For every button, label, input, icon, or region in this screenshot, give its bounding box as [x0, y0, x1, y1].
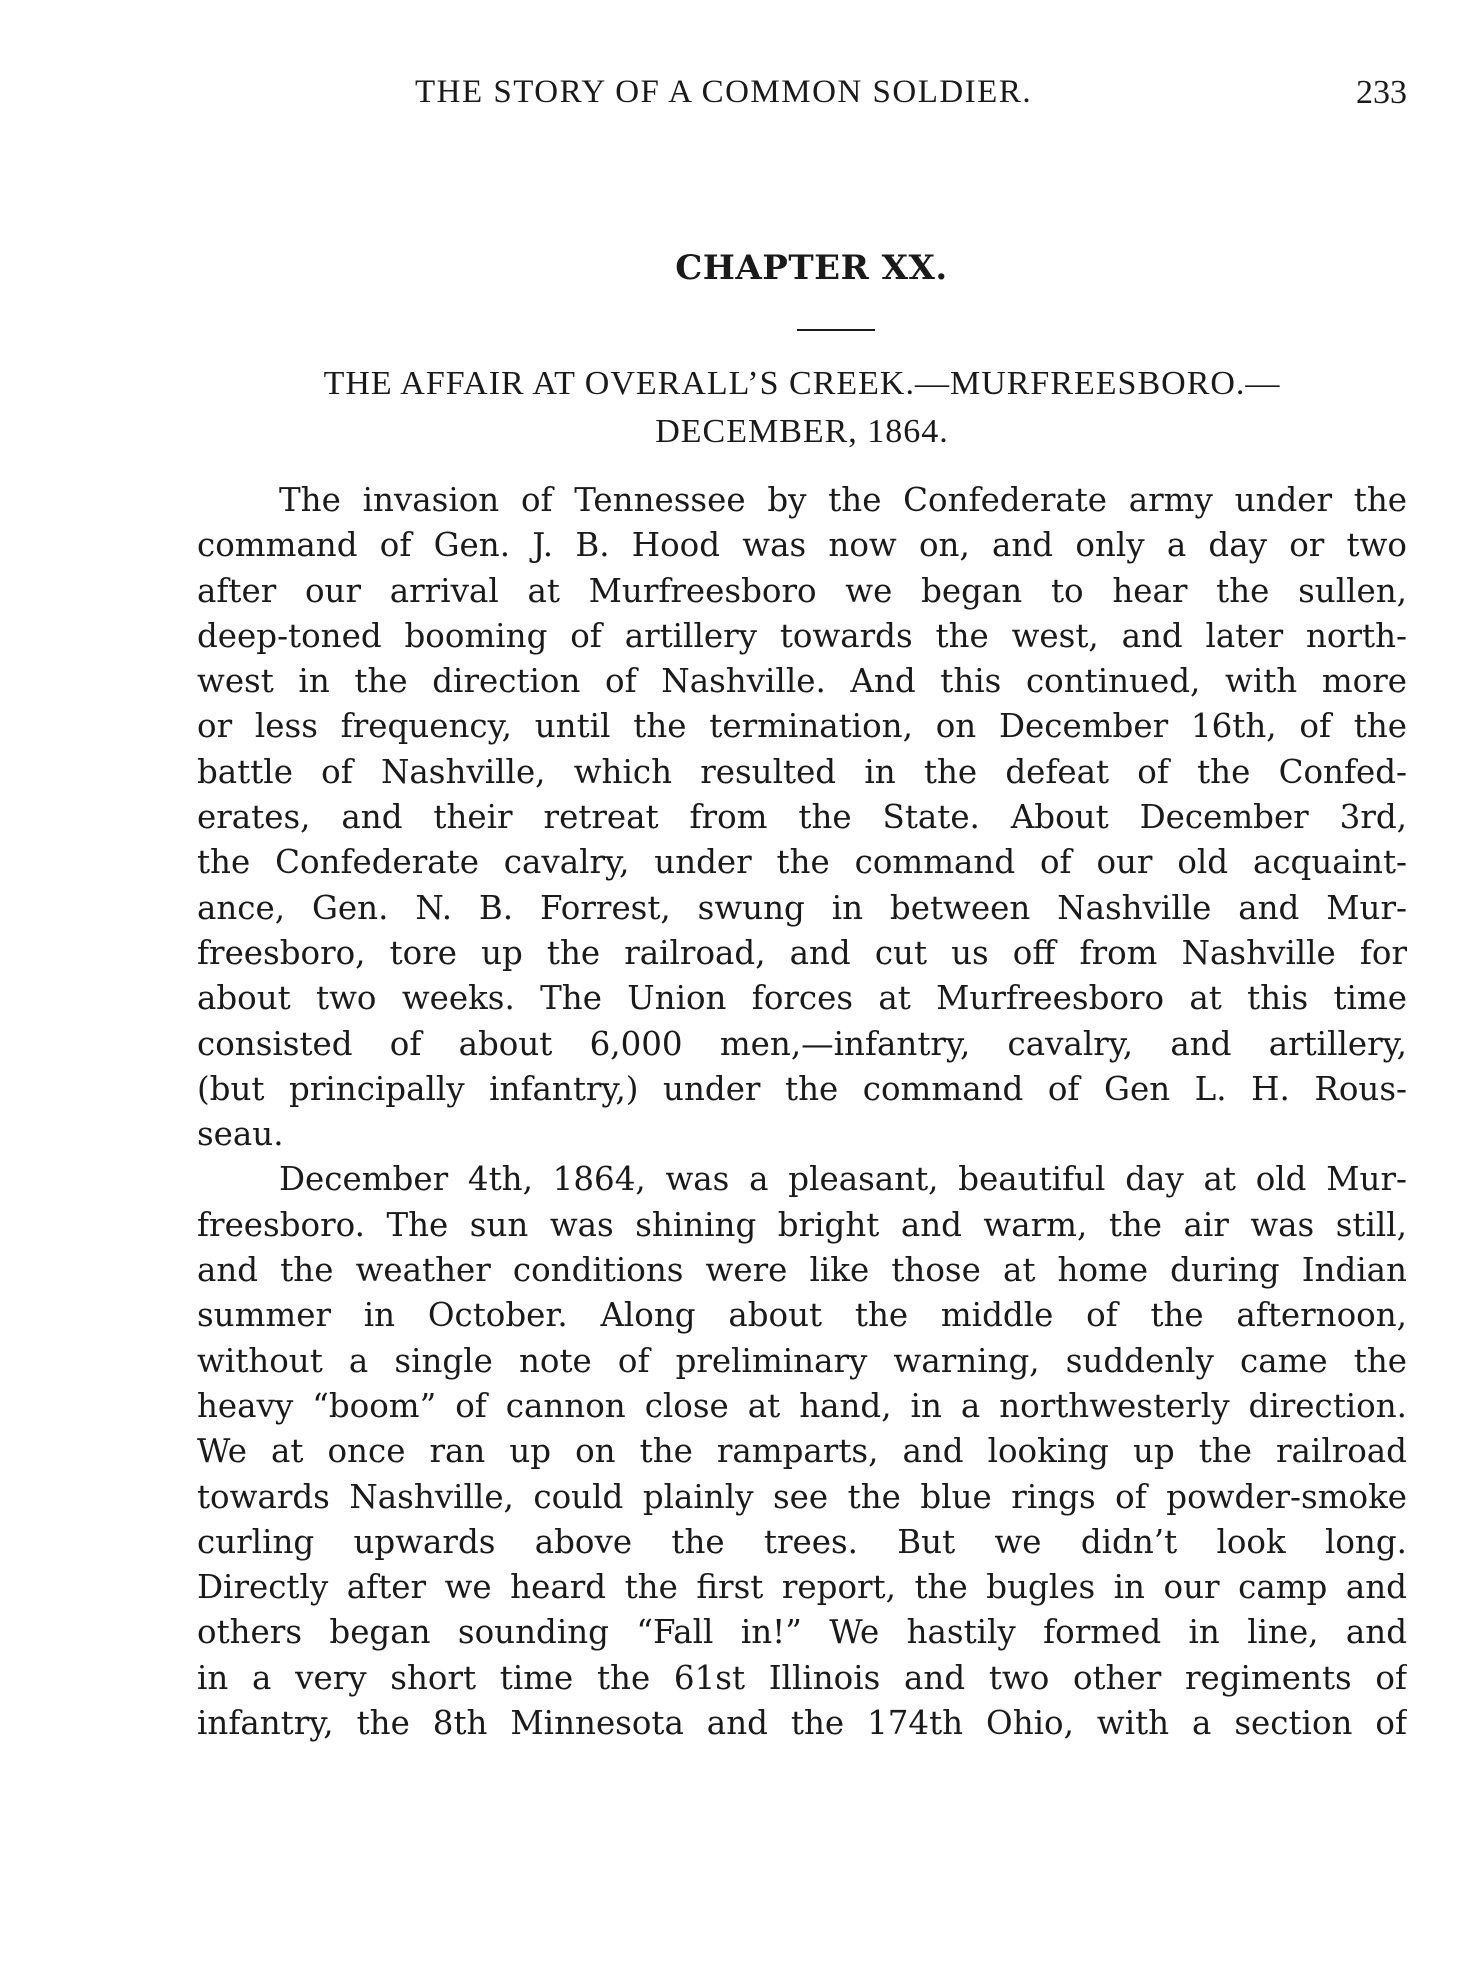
- text-line: without a single note of preliminary warning, suddenly came the: [197, 1341, 1407, 1380]
- text-line: command of Gen. J. B. Hood was now on, and only a day or two: [197, 526, 1407, 565]
- text-line: heavy “boom” of cannon close at hand, in a northwesterly direction.: [197, 1386, 1407, 1425]
- text-line: in a very short time the 61st Illinois and two other regiments of: [197, 1658, 1407, 1697]
- text-line: freesboro. The sun was shining bright and warm, the air was still,: [197, 1205, 1407, 1244]
- text-line: and the weather conditions were like those at home during Indian: [197, 1251, 1407, 1290]
- text-line: after our arrival at Murfreesboro we began to hear the sullen,: [197, 571, 1407, 610]
- text-line: consisted of about 6,000 men,—infantry, cavalry, and artillery,: [197, 1024, 1407, 1063]
- text-line: infantry, the 8th Minnesota and the 174th Ohio, with a section of: [197, 1704, 1407, 1743]
- page-number: 233: [1356, 74, 1407, 111]
- running-head: [197, 74, 1407, 124]
- text-line: curling upwards above the trees. But we didn’t look long.: [197, 1522, 1407, 1561]
- text-line: deep-toned booming of artillery towards the west, and later north-: [197, 616, 1407, 655]
- text-line: towards Nashville, could plainly see the blue rings of powder-smoke: [197, 1477, 1407, 1516]
- text-line: The invasion of Tennessee by the Confederate army under the: [279, 481, 1407, 519]
- text-line: the Confederate cavalry, under the command of our old acquaint-: [197, 843, 1407, 882]
- text-line: battle of Nashville, which resulted in the defeat of the Confed-: [197, 752, 1407, 791]
- text-line: others began sounding “Fall in!” We hastily formed in line, and: [197, 1613, 1407, 1652]
- body-text: [197, 478, 1407, 1746]
- text-line: erates, and their retreat from the State. About December 3rd,: [197, 798, 1407, 837]
- text-line: We at once ran up on the ramparts, and looking up the railroad: [197, 1432, 1407, 1471]
- text-line: ance, Gen. N. B. Forrest, swung in between Nashville and Mur-: [197, 888, 1407, 927]
- chapter-divider: [797, 329, 875, 331]
- text-line: Directly after we heard the first report, the bugles in our camp and: [197, 1568, 1407, 1607]
- chapter-subtitle-line: DECEMBER, 1864.: [655, 413, 949, 450]
- text-line: about two weeks. The Union forces at Murfreesboro at this time: [197, 979, 1407, 1018]
- text-line: freesboro, tore up the railroad, and cut us off from Nashville for: [197, 933, 1407, 972]
- running-title: THE STORY OF A COMMON SOLDIER.: [415, 74, 1033, 110]
- chapter-title: CHAPTER XX.: [675, 248, 948, 288]
- chapter-subtitle: [197, 360, 1407, 456]
- chapter-subtitle-line: THE AFFAIR AT OVERALL’S CREEK.—MURFREESBORO.—: [323, 365, 1281, 402]
- paragraph-2: [197, 1157, 1407, 1746]
- text-line: (but principally infantry,) under the command of Gen L. H. Rous-: [197, 1069, 1407, 1108]
- text-line: seau.: [197, 1115, 284, 1154]
- text-line: or less frequency, until the termination, on December 16th, of the: [197, 707, 1407, 746]
- paragraph-1: [197, 478, 1407, 1157]
- text-line: summer in October. Along about the middle of the afternoon,: [197, 1296, 1407, 1335]
- text-line: west in the direction of Nashville. And this continued, with more: [197, 662, 1407, 701]
- text-line: December 4th, 1864, was a pleasant, beautiful day at old Mur-: [279, 1160, 1407, 1199]
